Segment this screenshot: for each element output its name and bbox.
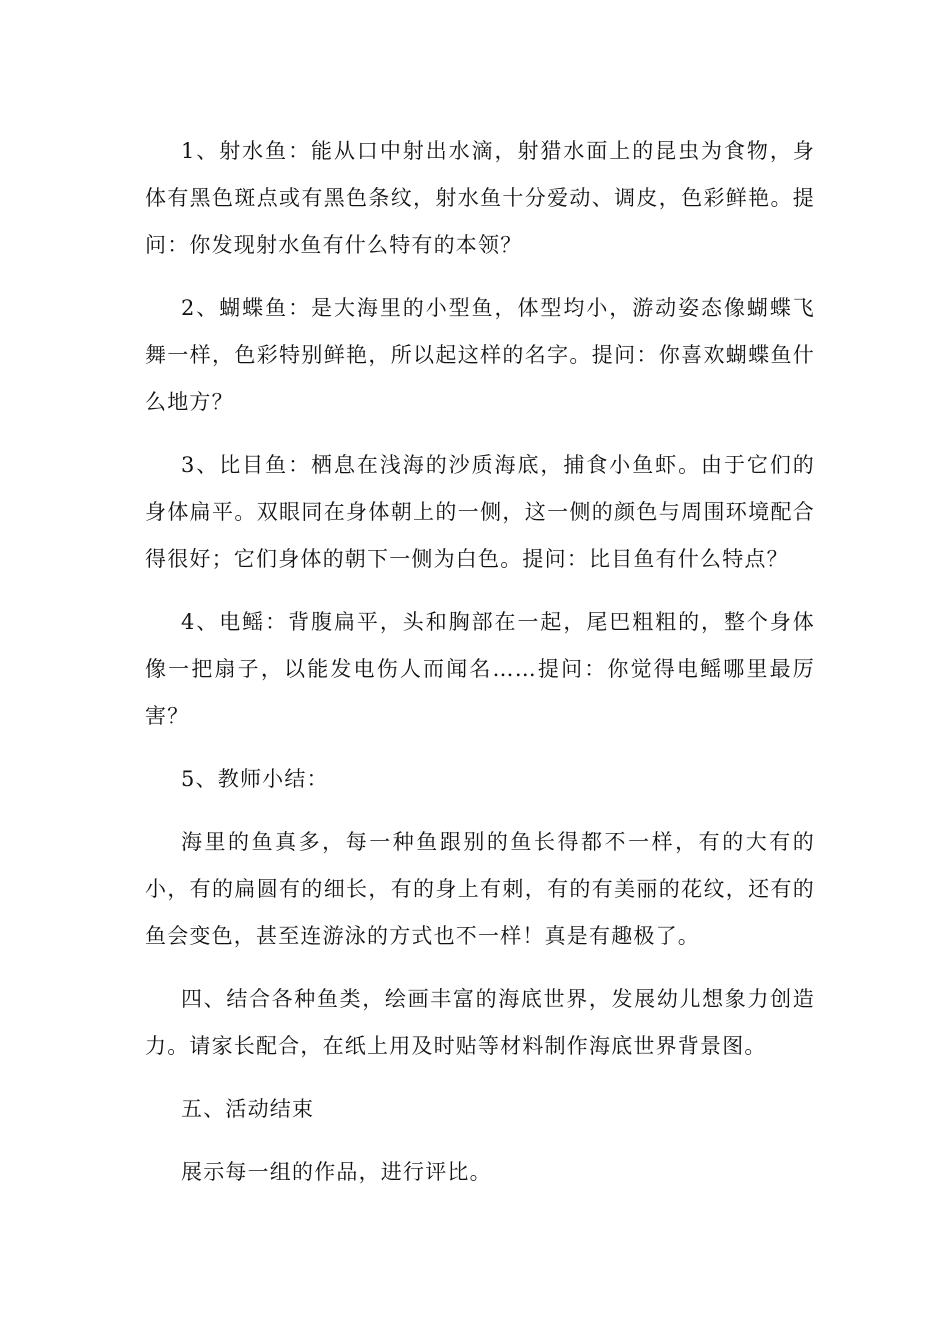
paragraph-butterflyfish: 2、蝴蝶鱼：是大海里的小型鱼，体型均小，游动姿态像蝴蝶飞舞一样，色彩特别鲜艳，所以起这样的名字。提问：你喜欢蝴蝶鱼什么地方？: [145, 296, 815, 414]
paragraph-teacher-summary-heading: 5、教师小结：: [181, 767, 329, 791]
document-body: [145, 128, 815, 1212]
paragraph-section-five-heading: 五、活动结束: [181, 1097, 315, 1121]
paragraph-teacher-summary: 海里的鱼真多，每一种鱼跟别的鱼长得都不一样，有的大有的小，有的扁圆有的细长，有的身上有刺，有的有美丽的花纹，还有的鱼会变色，甚至连游泳的方式也不一样！真是有趣极了。: [145, 830, 815, 948]
paragraph-archerfish: 1、射水鱼：能从口中射出水滴，射猎水面上的昆虫为食物，身体有黑色斑点或有黑色条纹，射水鱼十分爱动、调皮，色彩鲜艳。提问：你发现射水鱼有什么特有的本领？: [145, 139, 815, 257]
paragraph-section-four: 四、结合各种鱼类，绘画丰富的海底世界，发展幼儿想象力创造力。请家长配合，在纸上用及时贴等材料制作海底世界背景图。: [145, 987, 815, 1058]
paragraph-flatfish: 3、比目鱼：栖息在浅海的沙质海底，捕食小鱼虾。由于它们的身体扁平。双眼同在身体朝上的一侧，这一侧的颜色与周围环境配合得很好；它们身体的朝下一侧为白色。提问：比目鱼有什么特点？: [145, 453, 815, 571]
paragraph-electric-ray: 4、电鳐：背腹扁平，头和胸部在一起，尾巴粗粗的，整个身体像一把扇子，以能发电伤人而闻名……提问：你觉得电鳐哪里最厉害？: [145, 610, 815, 728]
paragraph-closing: 展示每一组的作品，进行评比。: [181, 1160, 492, 1184]
